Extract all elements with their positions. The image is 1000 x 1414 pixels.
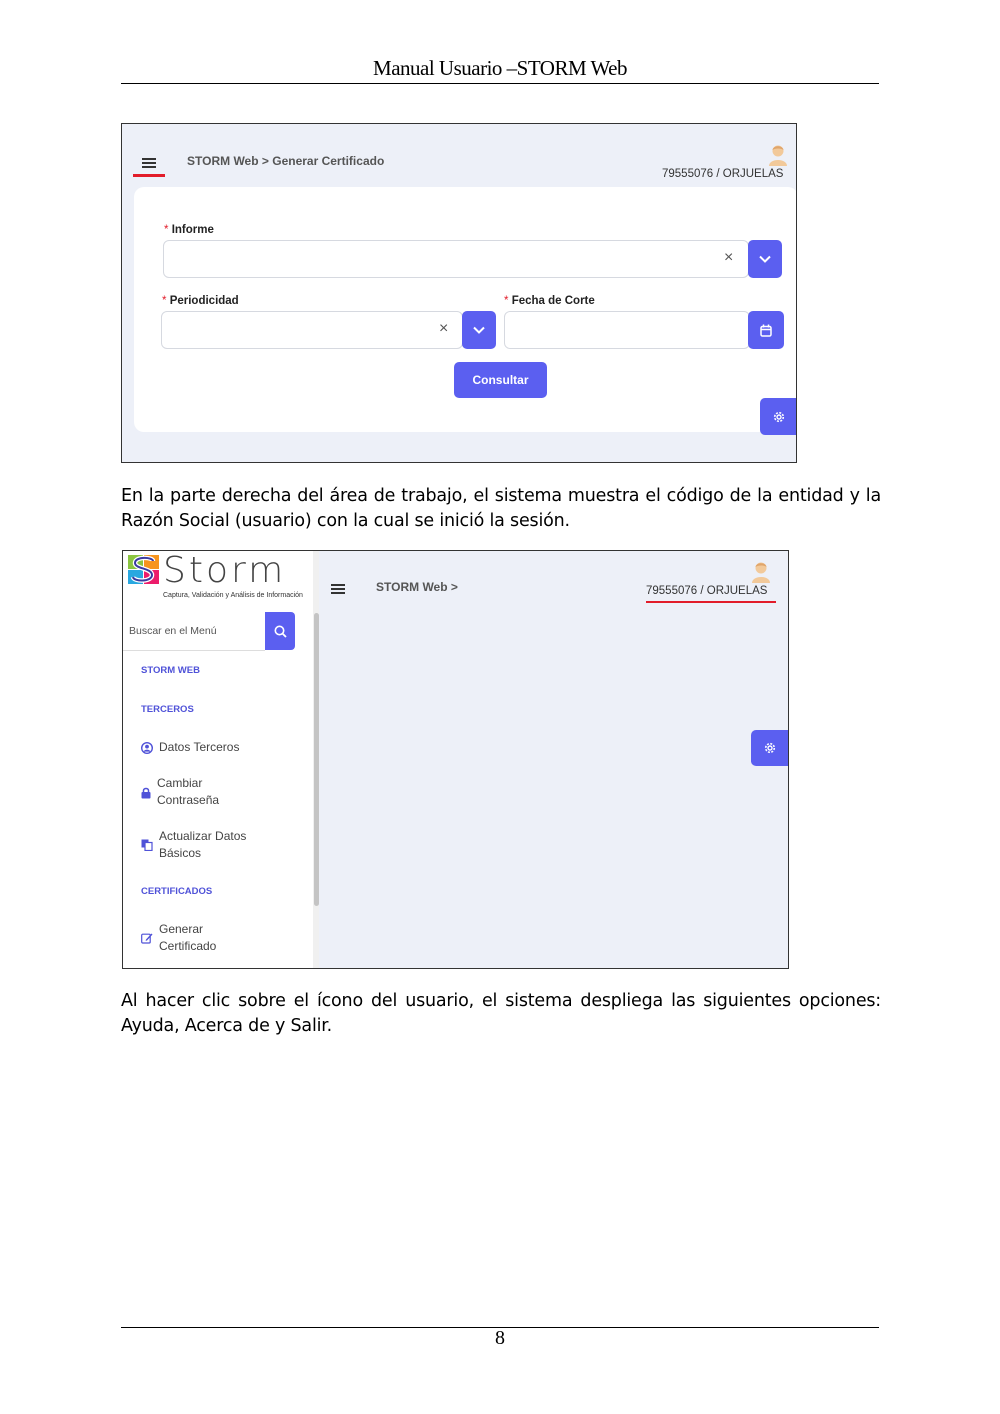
- menu-item-actualizar-datos[interactable]: [141, 828, 301, 864]
- screenshot-main-menu: [122, 550, 789, 969]
- page-header: Manual Usuario –STORM Web: [373, 56, 627, 80]
- menu-item-label-line1: Generar: [159, 922, 204, 936]
- breadcrumb: STORM Web >: [376, 580, 458, 594]
- calendar-button[interactable]: [748, 311, 784, 349]
- periodicidad-label: * Periodicidad: [162, 295, 239, 307]
- logo-wordmark: Storm: [163, 550, 287, 591]
- gear-icon: [763, 741, 777, 755]
- user-circle-icon: [141, 742, 153, 754]
- paragraph-user-info: En la parte derecha del área de trabajo, el sistema muestra el código de la entidad y la Razón Social (usuario) con la cual se inició la sesión.: [121, 486, 881, 531]
- sidebar: [123, 551, 313, 968]
- periodicidad-clear-icon[interactable]: ×: [439, 320, 449, 337]
- periodicidad-select[interactable]: [161, 311, 463, 349]
- menu-item-label-line2: Básicos: [159, 846, 202, 860]
- menu-item-label-line2: Certificado: [159, 939, 217, 953]
- menu-hamburger-icon[interactable]: [331, 584, 345, 594]
- chevron-down-icon: [473, 326, 485, 334]
- menu-section-certificados[interactable]: CERTIFICADOS: [141, 886, 213, 897]
- copy-icon: [141, 839, 153, 851]
- consultar-button[interactable]: Consultar: [454, 362, 547, 398]
- user-entity-code[interactable]: 79555076 / ORJUELAS: [646, 585, 768, 597]
- menu-item-label-line2: Contraseña: [157, 793, 220, 807]
- header-rule: [121, 83, 879, 84]
- form-card: [134, 187, 797, 432]
- informe-clear-icon[interactable]: ×: [724, 249, 734, 266]
- chevron-down-icon: [759, 255, 771, 263]
- menu-item-label-line1: Cambiar: [157, 776, 203, 790]
- breadcrumb: STORM Web > Generar Certificado: [187, 154, 385, 168]
- search-icon: [274, 625, 287, 638]
- search-placeholder: Buscar en el Menú: [129, 625, 217, 637]
- menu-item-label-line1: Actualizar Datos: [159, 829, 247, 843]
- menu-section-terceros[interactable]: TERCEROS: [141, 704, 194, 715]
- settings-button[interactable]: [751, 730, 788, 766]
- search-button[interactable]: [265, 612, 295, 650]
- calendar-icon: [760, 324, 772, 337]
- lock-icon: [141, 787, 151, 799]
- highlight-underline: [646, 601, 776, 603]
- menu-section-storm-web[interactable]: STORM WEB: [141, 665, 200, 676]
- menu-item-label: Datos Terceros: [159, 740, 240, 754]
- logo-tagline: Captura, Validación y Análisis de Información: [163, 592, 303, 599]
- highlight-underline: [133, 174, 165, 177]
- user-entity-code[interactable]: 79555076 / ORJUELAS: [662, 168, 784, 180]
- menu-item-cambiar-contrasena[interactable]: [141, 775, 301, 811]
- informe-dropdown-button[interactable]: [748, 240, 782, 278]
- settings-button[interactable]: [760, 398, 797, 435]
- menu-search-input[interactable]: [123, 612, 265, 651]
- gear-icon: [772, 410, 786, 424]
- screenshot-generar-certificado: [121, 123, 797, 463]
- storm-logo-icon: [127, 554, 161, 586]
- workspace: [319, 551, 789, 968]
- page-number: 8: [495, 1327, 505, 1349]
- paragraph-user-options: Al hacer clic sobre el ícono del usuario, el sistema despliega las siguientes opciones: Ayuda, Acerca de y Salir.: [121, 991, 881, 1036]
- fecha-corte-label: * Fecha de Corte: [504, 295, 595, 307]
- informe-select[interactable]: [163, 240, 749, 278]
- user-avatar-icon[interactable]: [751, 561, 771, 583]
- menu-hamburger-icon[interactable]: [142, 158, 156, 168]
- informe-label: * Informe: [164, 224, 214, 236]
- menu-item-generar-certificado[interactable]: [141, 921, 301, 957]
- fecha-corte-input[interactable]: [504, 311, 750, 349]
- periodicidad-dropdown-button[interactable]: [462, 311, 496, 349]
- edit-icon: [141, 932, 153, 944]
- user-avatar-icon[interactable]: [768, 144, 788, 166]
